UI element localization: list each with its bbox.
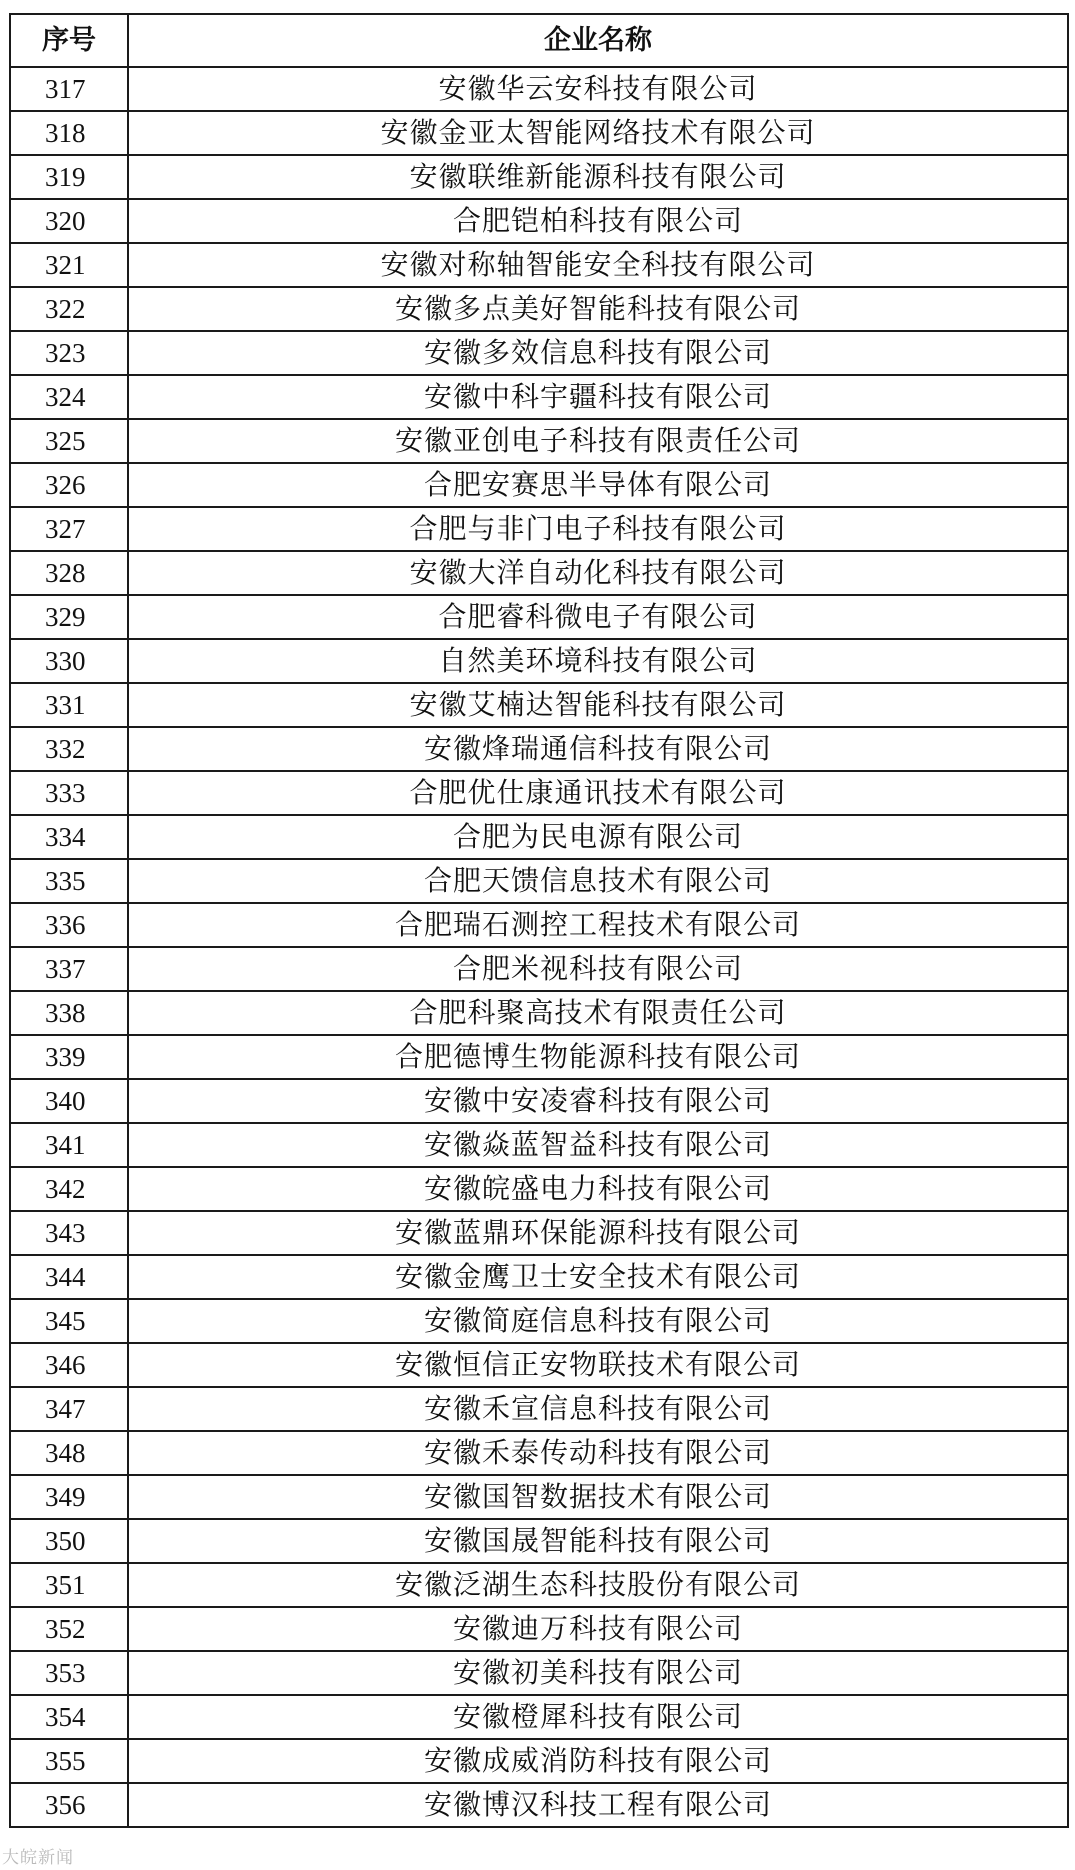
table-row bbox=[10, 1035, 1068, 1079]
table-row bbox=[10, 1343, 1068, 1387]
company-name-cell: 自然美环境科技有限公司 bbox=[128, 639, 1068, 683]
serial-number-cell: 334 bbox=[10, 815, 128, 859]
table-row bbox=[10, 1167, 1068, 1211]
serial-number-cell: 324 bbox=[10, 375, 128, 419]
serial-number-cell: 351 bbox=[10, 1563, 128, 1607]
table-row bbox=[10, 375, 1068, 419]
table-row bbox=[10, 991, 1068, 1035]
table-row bbox=[10, 287, 1068, 331]
company-name-cell: 合肥与非门电子科技有限公司 bbox=[128, 507, 1068, 551]
table-header-row bbox=[10, 14, 1068, 67]
company-list-table bbox=[9, 13, 1069, 1828]
serial-number-cell: 329 bbox=[10, 595, 128, 639]
serial-number-cell: 320 bbox=[10, 199, 128, 243]
serial-number-cell: 322 bbox=[10, 287, 128, 331]
company-name-cell: 安徽多点美好智能科技有限公司 bbox=[128, 287, 1068, 331]
serial-number-cell: 327 bbox=[10, 507, 128, 551]
table-row bbox=[10, 1563, 1068, 1607]
company-name-cell: 安徽皖盛电力科技有限公司 bbox=[128, 1167, 1068, 1211]
table-row bbox=[10, 1123, 1068, 1167]
serial-number-cell: 330 bbox=[10, 639, 128, 683]
table-row bbox=[10, 1431, 1068, 1475]
serial-number-cell: 337 bbox=[10, 947, 128, 991]
company-name-cell: 安徽成威消防科技有限公司 bbox=[128, 1739, 1068, 1783]
header-serial-number: 序号 bbox=[10, 14, 128, 67]
table-row bbox=[10, 1519, 1068, 1563]
company-name-cell: 合肥米视科技有限公司 bbox=[128, 947, 1068, 991]
table-row bbox=[10, 1299, 1068, 1343]
serial-number-cell: 331 bbox=[10, 683, 128, 727]
table-row bbox=[10, 507, 1068, 551]
table-row bbox=[10, 1695, 1068, 1739]
table-row bbox=[10, 331, 1068, 375]
company-name-cell: 合肥德博生物能源科技有限公司 bbox=[128, 1035, 1068, 1079]
company-name-cell: 安徽联维新能源科技有限公司 bbox=[128, 155, 1068, 199]
company-name-cell: 安徽中安凌睿科技有限公司 bbox=[128, 1079, 1068, 1123]
table-row bbox=[10, 683, 1068, 727]
company-name-cell: 安徽禾泰传动科技有限公司 bbox=[128, 1431, 1068, 1475]
serial-number-cell: 339 bbox=[10, 1035, 128, 1079]
serial-number-cell: 356 bbox=[10, 1783, 128, 1827]
serial-number-cell: 323 bbox=[10, 331, 128, 375]
serial-number-cell: 355 bbox=[10, 1739, 128, 1783]
table-row bbox=[10, 155, 1068, 199]
table-row bbox=[10, 551, 1068, 595]
serial-number-cell: 321 bbox=[10, 243, 128, 287]
header-company-name: 企业名称 bbox=[128, 14, 1068, 67]
serial-number-cell: 326 bbox=[10, 463, 128, 507]
company-name-cell: 安徽中科宇疆科技有限公司 bbox=[128, 375, 1068, 419]
watermark-text: 大皖新闻 bbox=[2, 1848, 74, 1868]
table-row bbox=[10, 111, 1068, 155]
table-row bbox=[10, 1387, 1068, 1431]
table-row bbox=[10, 1079, 1068, 1123]
company-name-cell: 安徽国智数据技术有限公司 bbox=[128, 1475, 1068, 1519]
company-name-cell: 合肥安赛思半导体有限公司 bbox=[128, 463, 1068, 507]
company-name-cell: 安徽迪万科技有限公司 bbox=[128, 1607, 1068, 1651]
table-row bbox=[10, 1783, 1068, 1827]
table-row bbox=[10, 595, 1068, 639]
table-row bbox=[10, 815, 1068, 859]
company-name-cell: 安徽金鹰卫士安全技术有限公司 bbox=[128, 1255, 1068, 1299]
company-name-cell: 安徽艾楠达智能科技有限公司 bbox=[128, 683, 1068, 727]
serial-number-cell: 338 bbox=[10, 991, 128, 1035]
serial-number-cell: 353 bbox=[10, 1651, 128, 1695]
company-name-cell: 合肥瑞石测控工程技术有限公司 bbox=[128, 903, 1068, 947]
serial-number-cell: 332 bbox=[10, 727, 128, 771]
company-name-cell: 安徽博汉科技工程有限公司 bbox=[128, 1783, 1068, 1827]
serial-number-cell: 340 bbox=[10, 1079, 128, 1123]
company-name-cell: 安徽烽瑞通信科技有限公司 bbox=[128, 727, 1068, 771]
company-name-cell: 安徽橙犀科技有限公司 bbox=[128, 1695, 1068, 1739]
serial-number-cell: 350 bbox=[10, 1519, 128, 1563]
table-row bbox=[10, 463, 1068, 507]
table-row bbox=[10, 727, 1068, 771]
table-row bbox=[10, 903, 1068, 947]
serial-number-cell: 348 bbox=[10, 1431, 128, 1475]
table-row bbox=[10, 639, 1068, 683]
serial-number-cell: 343 bbox=[10, 1211, 128, 1255]
table-row bbox=[10, 771, 1068, 815]
company-name-cell: 安徽大洋自动化科技有限公司 bbox=[128, 551, 1068, 595]
serial-number-cell: 317 bbox=[10, 67, 128, 111]
table-body bbox=[10, 67, 1068, 1827]
serial-number-cell: 352 bbox=[10, 1607, 128, 1651]
company-name-cell: 安徽对称轴智能安全科技有限公司 bbox=[128, 243, 1068, 287]
company-name-cell: 安徽泛湖生态科技股份有限公司 bbox=[128, 1563, 1068, 1607]
company-name-cell: 安徽初美科技有限公司 bbox=[128, 1651, 1068, 1695]
serial-number-cell: 325 bbox=[10, 419, 128, 463]
company-name-cell: 安徽简庭信息科技有限公司 bbox=[128, 1299, 1068, 1343]
table-row bbox=[10, 947, 1068, 991]
company-name-cell: 安徽多效信息科技有限公司 bbox=[128, 331, 1068, 375]
serial-number-cell: 346 bbox=[10, 1343, 128, 1387]
table-row bbox=[10, 1651, 1068, 1695]
serial-number-cell: 345 bbox=[10, 1299, 128, 1343]
serial-number-cell: 328 bbox=[10, 551, 128, 595]
serial-number-cell: 335 bbox=[10, 859, 128, 903]
serial-number-cell: 333 bbox=[10, 771, 128, 815]
table-row bbox=[10, 1211, 1068, 1255]
serial-number-cell: 347 bbox=[10, 1387, 128, 1431]
table-row bbox=[10, 859, 1068, 903]
table-row bbox=[10, 243, 1068, 287]
company-name-cell: 安徽亚创电子科技有限责任公司 bbox=[128, 419, 1068, 463]
company-name-cell: 安徽华云安科技有限公司 bbox=[128, 67, 1068, 111]
table-row bbox=[10, 1739, 1068, 1783]
table-row bbox=[10, 67, 1068, 111]
company-name-cell: 合肥睿科微电子有限公司 bbox=[128, 595, 1068, 639]
company-name-cell: 安徽恒信正安物联技术有限公司 bbox=[128, 1343, 1068, 1387]
company-name-cell: 合肥天馈信息技术有限公司 bbox=[128, 859, 1068, 903]
serial-number-cell: 349 bbox=[10, 1475, 128, 1519]
serial-number-cell: 354 bbox=[10, 1695, 128, 1739]
company-name-cell: 安徽禾宣信息科技有限公司 bbox=[128, 1387, 1068, 1431]
company-name-cell: 安徽蓝鼎环保能源科技有限公司 bbox=[128, 1211, 1068, 1255]
company-name-cell: 安徽金亚太智能网络技术有限公司 bbox=[128, 111, 1068, 155]
company-name-cell: 合肥优仕康通讯技术有限公司 bbox=[128, 771, 1068, 815]
table-row bbox=[10, 1255, 1068, 1299]
company-name-cell: 合肥科聚高技术有限责任公司 bbox=[128, 991, 1068, 1035]
company-name-cell: 合肥为民电源有限公司 bbox=[128, 815, 1068, 859]
table-row bbox=[10, 419, 1068, 463]
company-name-cell: 安徽国晟智能科技有限公司 bbox=[128, 1519, 1068, 1563]
serial-number-cell: 344 bbox=[10, 1255, 128, 1299]
company-name-cell: 安徽焱蓝智益科技有限公司 bbox=[128, 1123, 1068, 1167]
serial-number-cell: 336 bbox=[10, 903, 128, 947]
company-name-cell: 合肥铠柏科技有限公司 bbox=[128, 199, 1068, 243]
table-row bbox=[10, 1607, 1068, 1651]
serial-number-cell: 319 bbox=[10, 155, 128, 199]
table-row bbox=[10, 1475, 1068, 1519]
serial-number-cell: 341 bbox=[10, 1123, 128, 1167]
table-row bbox=[10, 199, 1068, 243]
serial-number-cell: 318 bbox=[10, 111, 128, 155]
serial-number-cell: 342 bbox=[10, 1167, 128, 1211]
